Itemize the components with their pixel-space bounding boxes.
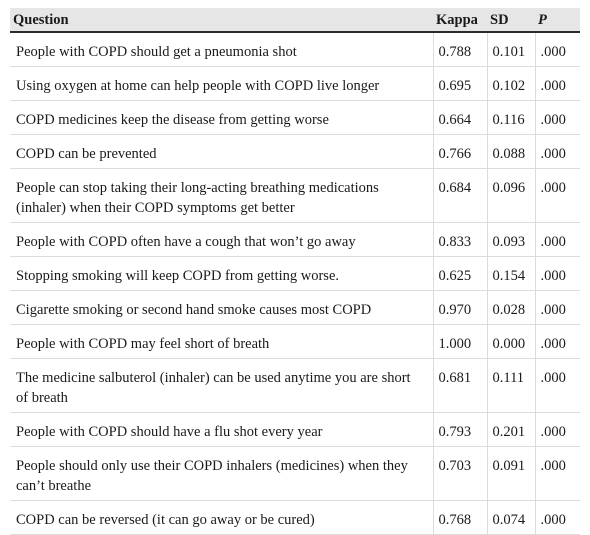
p-cell: .000 (535, 32, 580, 67)
table-header (10, 8, 580, 32)
question-cell: Using oxygen at home can help people with COPD live longer (10, 67, 433, 101)
question-cell: COPD can be prevented (10, 135, 433, 169)
table-row (10, 101, 580, 135)
sd-cell: 0.102 (487, 67, 535, 101)
question-cell: COPD can be reversed (it can go away or be cured) (10, 501, 433, 535)
question-cell: People with COPD should have a flu shot every year (10, 413, 433, 447)
kappa-cell: 0.788 (433, 32, 487, 67)
table-row (10, 501, 580, 535)
p-cell: .000 (535, 135, 580, 169)
p-cell: .000 (535, 67, 580, 101)
question-cell: People with COPD should get a pneumonia shot (10, 32, 433, 67)
p-cell: .000 (535, 223, 580, 257)
sd-cell: 0.074 (487, 501, 535, 535)
kappa-cell: 0.793 (433, 413, 487, 447)
table-row (10, 135, 580, 169)
question-cell: People with COPD often have a cough that won’t go away (10, 223, 433, 257)
question-cell: Stopping smoking will keep COPD from getting worse. (10, 257, 433, 291)
p-cell: .000 (535, 359, 580, 413)
kappa-cell: 0.695 (433, 67, 487, 101)
p-cell: .000 (535, 101, 580, 135)
kappa-cell: 0.664 (433, 101, 487, 135)
kappa-cell: 0.625 (433, 257, 487, 291)
kappa-cell: 0.766 (433, 135, 487, 169)
table-row (10, 169, 580, 223)
p-cell: .000 (535, 257, 580, 291)
table-row (10, 325, 580, 359)
sd-cell: 0.093 (487, 223, 535, 257)
question-cell: Cigarette smoking or second hand smoke causes most COPD (10, 291, 433, 325)
table-row (10, 67, 580, 101)
sd-cell: 0.101 (487, 32, 535, 67)
sd-cell: 0.116 (487, 101, 535, 135)
sd-cell: 0.111 (487, 359, 535, 413)
table-row (10, 447, 580, 501)
kappa-cell: 0.970 (433, 291, 487, 325)
p-cell: .000 (535, 447, 580, 501)
kappa-cell: 0.768 (433, 501, 487, 535)
kappa-cell: 0.684 (433, 169, 487, 223)
sd-cell: 0.154 (487, 257, 535, 291)
sd-cell: 0.088 (487, 135, 535, 169)
p-cell: .000 (535, 325, 580, 359)
question-cell: People should only use their COPD inhalers (medicines) when they can’t breathe (10, 447, 433, 501)
question-cell: The medicine salbuterol (inhaler) can be used anytime you are short of breath (10, 359, 433, 413)
p-cell: .000 (535, 291, 580, 325)
table-row (10, 32, 580, 67)
p-cell: .000 (535, 501, 580, 535)
kappa-cell: 0.681 (433, 359, 487, 413)
question-cell: COPD medicines keep the disease from getting worse (10, 101, 433, 135)
kappa-cell: 0.703 (433, 447, 487, 501)
kappa-table (10, 8, 580, 535)
sd-cell: 0.000 (487, 325, 535, 359)
sd-column-header: SD (487, 8, 535, 32)
kappa-column-header: Kappa (433, 8, 487, 32)
table-row (10, 223, 580, 257)
p-cell: .000 (535, 169, 580, 223)
sd-cell: 0.028 (487, 291, 535, 325)
sd-cell: 0.091 (487, 447, 535, 501)
p-cell: .000 (535, 413, 580, 447)
header-row (10, 8, 580, 32)
sd-cell: 0.201 (487, 413, 535, 447)
table-row (10, 257, 580, 291)
question-cell: People with COPD may feel short of breath (10, 325, 433, 359)
question-cell: People can stop taking their long-acting breathing medications (inhaler) when their COPD symptoms get better (10, 169, 433, 223)
p-column-header: P (535, 8, 580, 32)
table-body (10, 32, 580, 535)
table-row (10, 413, 580, 447)
table-row (10, 359, 580, 413)
kappa-cell: 0.833 (433, 223, 487, 257)
kappa-cell: 1.000 (433, 325, 487, 359)
table-row (10, 291, 580, 325)
sd-cell: 0.096 (487, 169, 535, 223)
question-column-header: Question (10, 8, 433, 32)
